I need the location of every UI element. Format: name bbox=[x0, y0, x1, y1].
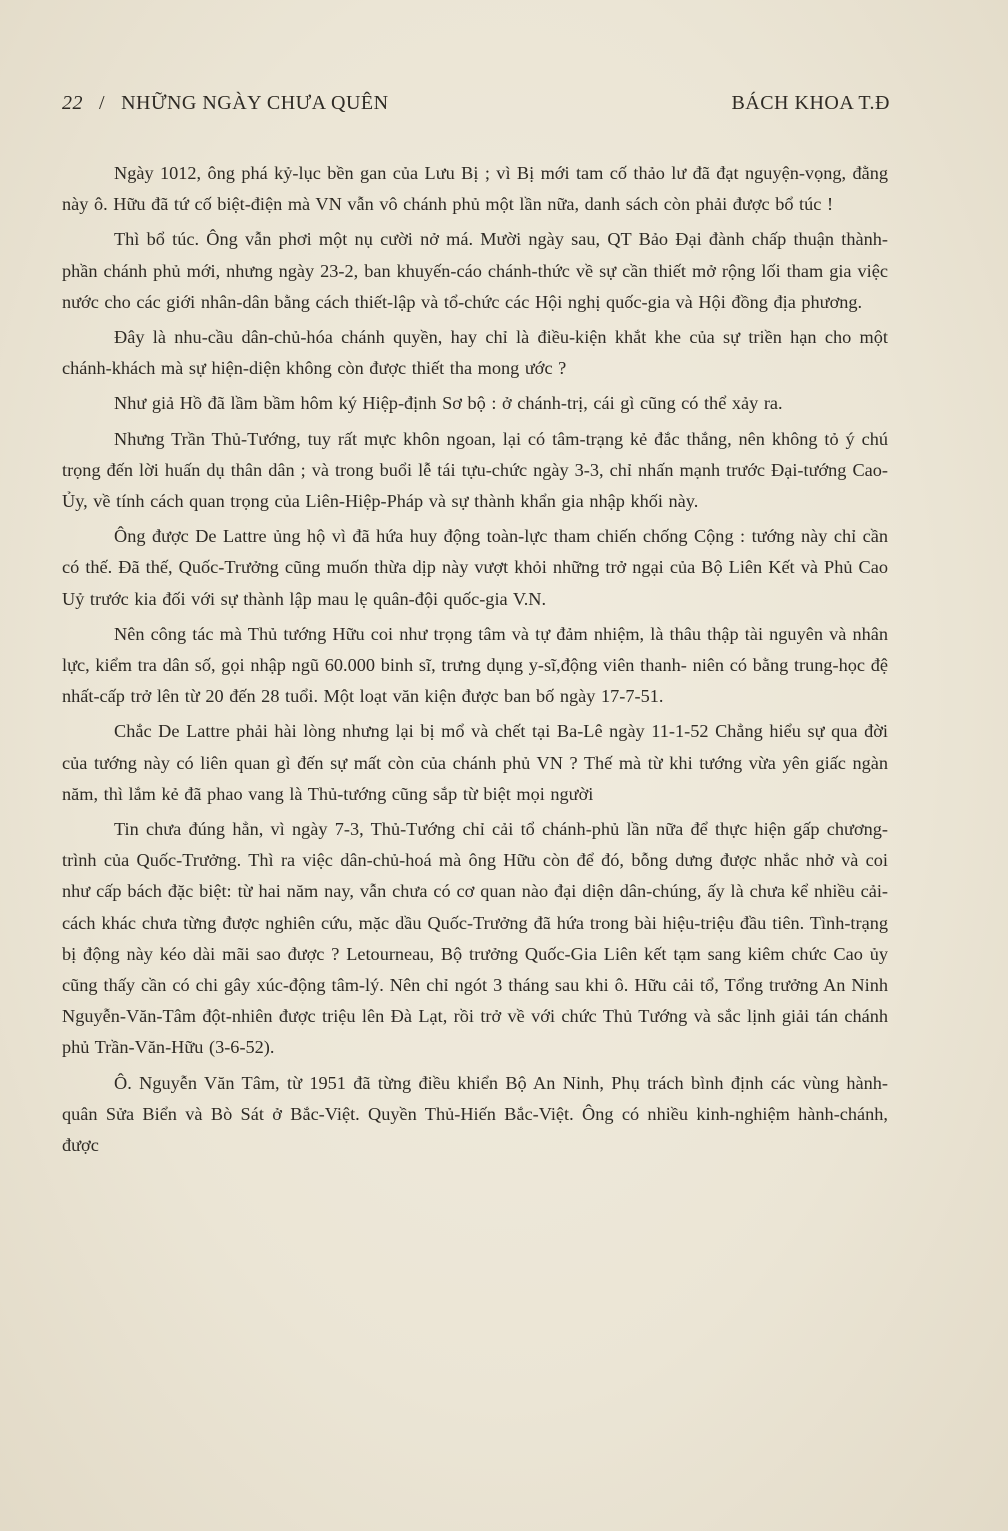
page-number: 22 bbox=[62, 92, 83, 114]
header-separator: / bbox=[99, 92, 106, 114]
paragraph: Ngày 1012, ông phá kỷ-lục bền gan của Lưu Bị ; vì Bị mới tam cố thảo lư đã đạt nguyện-vọng, đằng này ô. Hữu đã tứ cố biệt-điện mà VN vẫn vô chánh phủ một lần nữa, danh sách còn phải được bổ túc ! bbox=[62, 163, 888, 215]
paragraph: Tin chưa đúng hẳn, vì ngày 7-3, Thủ-Tướng chỉ cải tổ chánh-phủ lần nữa để thực hiện gấp chương-trình của Quốc-Trưởng. Thì ra việc dân-chủ-hoá mà ông Hữu còn để đó, bỗng dưng được nhắc nhở và coi như cấp bách đặc biệt: từ hai năm nay, vẫn chưa có cơ quan nào đại diện dân-chúng, ấy là chưa kể nhiều cải-cách khác chưa từng được nghiên cứu, mặc dầu Quốc-Trưởng đã hứa trong bài hiệu-triệu đầu tiên. Tình-trạng bị động này kéo dài mãi sao được ? Letourneau, Bộ trưởng Quốc-Gia Liên kết tạm sang kiêm chức Cao ủy cũng thấy cần có chi gây xúc-động tâm-lý. Nên chỉ ngót 3 tháng sau khi ô. Hữu cải tổ, Tổng trưởng An Ninh Nguyễn-Văn-Tâm đột-nhiên được triệu lên Đà Lạt, rồi trở về với chức Thủ Tướng và sắc lịnh giải tán chánh phủ Trần-Văn-Hữu (3-6-52). bbox=[62, 819, 888, 1058]
header-left bbox=[62, 92, 389, 115]
paragraph: Như giả Hồ đã lầm bầm hôm ký Hiệp-định Sơ bộ : ở chánh-trị, cái gì cũng có thể xảy ra. bbox=[114, 393, 783, 414]
paragraph: Chắc De Lattre phải hài lòng nhưng lại bị mổ và chết tại Ba-Lê ngày 11-1-52 Chẳng hiểu sự qua đời của tướng này có liên quan gì đến sự mất còn của chánh phủ VN ? Thế mà từ khi tướng vừa yên giấc ngàn năm, thì lắm kẻ đã phao vang là Thủ-tướng cũng sắp từ biệt mọi người bbox=[62, 721, 888, 804]
paragraph: Nên công tác mà Thủ tướng Hữu coi như trọng tâm và tự đảm nhiệm, là thâu thập tài nguyên và nhân lực, kiểm tra dân số, gọi nhập ngũ 60.000 binh sĩ, trưng dụng y-sĩ,động viên thanh- niên có bằng trung-học đệ nhất-cấp trở lên từ 20 đến 28 tuổi. Một loạt văn kiện được ban bố ngày 17-7-51. bbox=[62, 623, 888, 707]
article-body bbox=[62, 158, 888, 1161]
paragraph: Đây là nhu-cầu dân-chủ-hóa chánh quyền, hay chỉ là điều-kiện khắt khe của sự triền hạn cho một chánh-khách mà sự hiện-diện không còn được thiết tha mong ước ? bbox=[62, 327, 888, 379]
page-header bbox=[62, 92, 890, 115]
paragraph: Ông được De Lattre ủng hộ vì đã hứa huy động toàn-lực tham chiến chống Cộng : tướng này chỉ cần có thế. Đã thế, Quốc-Trưởng cũng muốn thừa dịp này vượt khỏi những trở ngại của Bộ Liên Kết và Phủ Cao Uỷ trước kia đối với sự thành lập mau lẹ quân-đội quốc-gia V.N. bbox=[62, 526, 888, 609]
section-title: NHỮNG NGÀY CHƯA QUÊN bbox=[121, 92, 389, 114]
paragraph: Ô. Nguyễn Văn Tâm, từ 1951 đã từng điều khiển Bộ An Ninh, Phụ trách bình định các vùng hành-quân Sửa Biển và Bò Sát ở Bắc-Việt. Quyền Thủ-Hiến Bắc-Việt. Ông có nhiều kinh-nghiệm hành-chánh, được bbox=[62, 1072, 888, 1156]
magazine-name: BÁCH KHOA T.Đ bbox=[731, 92, 890, 114]
paragraph: Thì bổ túc. Ông vẫn phơi một nụ cười nở má. Mười ngày sau, QT Bảo Đại đành chấp thuận thành-phần chánh phủ mới, nhưng ngày 23-2, ban khuyến-cáo chánh-thức về sự cần thiết mở rộng lối tham gia việc nước cho các giới nhân-dân bằng cách thiết-lập và tổ-chức các Hội nghị quốc-gia và Hội đồng địa phương. bbox=[62, 229, 888, 312]
paragraph: Nhưng Trần Thủ-Tướng, tuy rất mực khôn ngoan, lại có tâm-trạng kẻ đắc thắng, nên không tỏ ý chú trọng đến lời huấn dụ thân dân ; và trong buổi lễ tái tựu-chức ngày 3-3, chỉ nhấn mạnh trước Đại-tướng Cao-Ủy, về tính cách quan trọng của Liên-Hiệp-Pháp và sự thành khẩn gia nhập khối này. bbox=[62, 428, 888, 512]
